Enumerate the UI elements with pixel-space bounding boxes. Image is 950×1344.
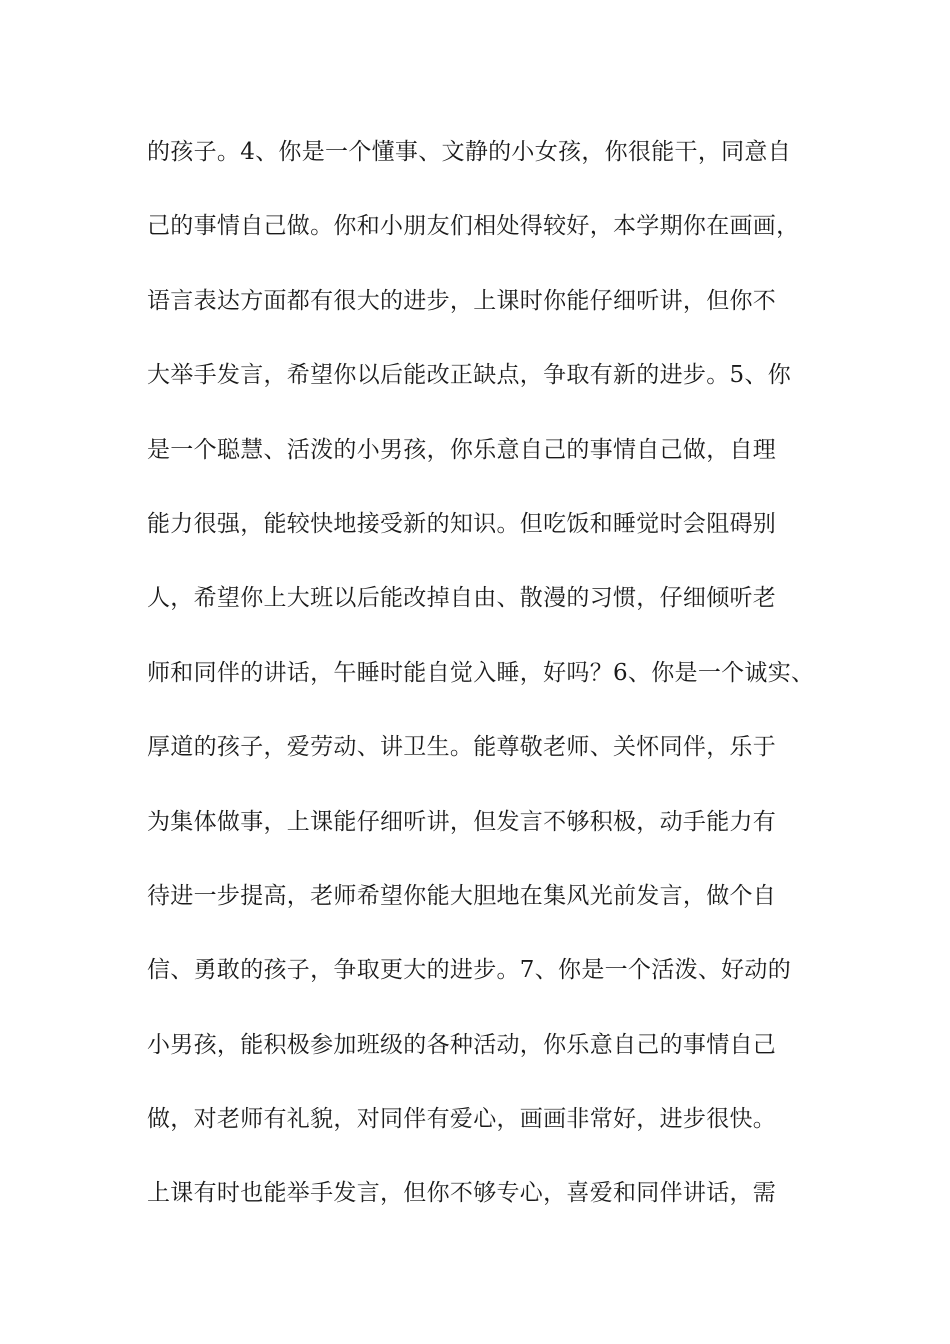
text-line: 厚道的孩子，爱劳动、讲卫生。能尊敬老师、关怀同伴，乐于 bbox=[147, 734, 777, 761]
body-text bbox=[147, 132, 827, 1248]
text-line: 己的事情自己做。你和小朋友们相处得较好，本学期你在画画， bbox=[147, 213, 800, 240]
text-line: 师和同伴的讲话，午睡时能自觉入睡，好吗？6、你是一个诚实、 bbox=[147, 659, 815, 686]
text-line: 人，希望你上大班以后能改掉自由、散漫的习惯，仔细倾听老 bbox=[147, 585, 777, 612]
text-line: 是一个聪慧、活泼的小男孩，你乐意自己的事情自己做，自理 bbox=[147, 436, 777, 463]
text-line: 的孩子。4、你是一个懂事、文静的小女孩，你很能干，同意自 bbox=[147, 139, 792, 165]
text-line: 语言表达方面都有很大的进步，上课时你能仔细听讲，但你不 bbox=[147, 287, 777, 314]
text-line: 信、勇敢的孩子，争取更大的进步。7、你是一个活泼、好动的 bbox=[147, 957, 792, 984]
text-line: 为集体做事，上课能仔细听讲，但发言不够积极，动手能力有 bbox=[147, 808, 777, 835]
text-line: 上课有时也能举手发言，但你不够专心，喜爱和同伴讲话，需 bbox=[147, 1180, 777, 1207]
text-line: 小男孩，能积极参加班级的各种活动，你乐意自己的事情自己 bbox=[147, 1031, 777, 1058]
text-line: 做，对老师有礼貌，对同伴有爱心，画画非常好，进步很快。 bbox=[147, 1106, 777, 1133]
text-line: 待进一步提高，老师希望你能大胆地在集风光前发言，做个自 bbox=[147, 882, 777, 909]
text-line: 大举手发言，希望你以后能改正缺点，争取有新的进步。5、你 bbox=[147, 362, 792, 389]
text-line: 能力很强，能较快地接受新的知识。但吃饭和睡觉时会阻碍别 bbox=[147, 510, 777, 537]
